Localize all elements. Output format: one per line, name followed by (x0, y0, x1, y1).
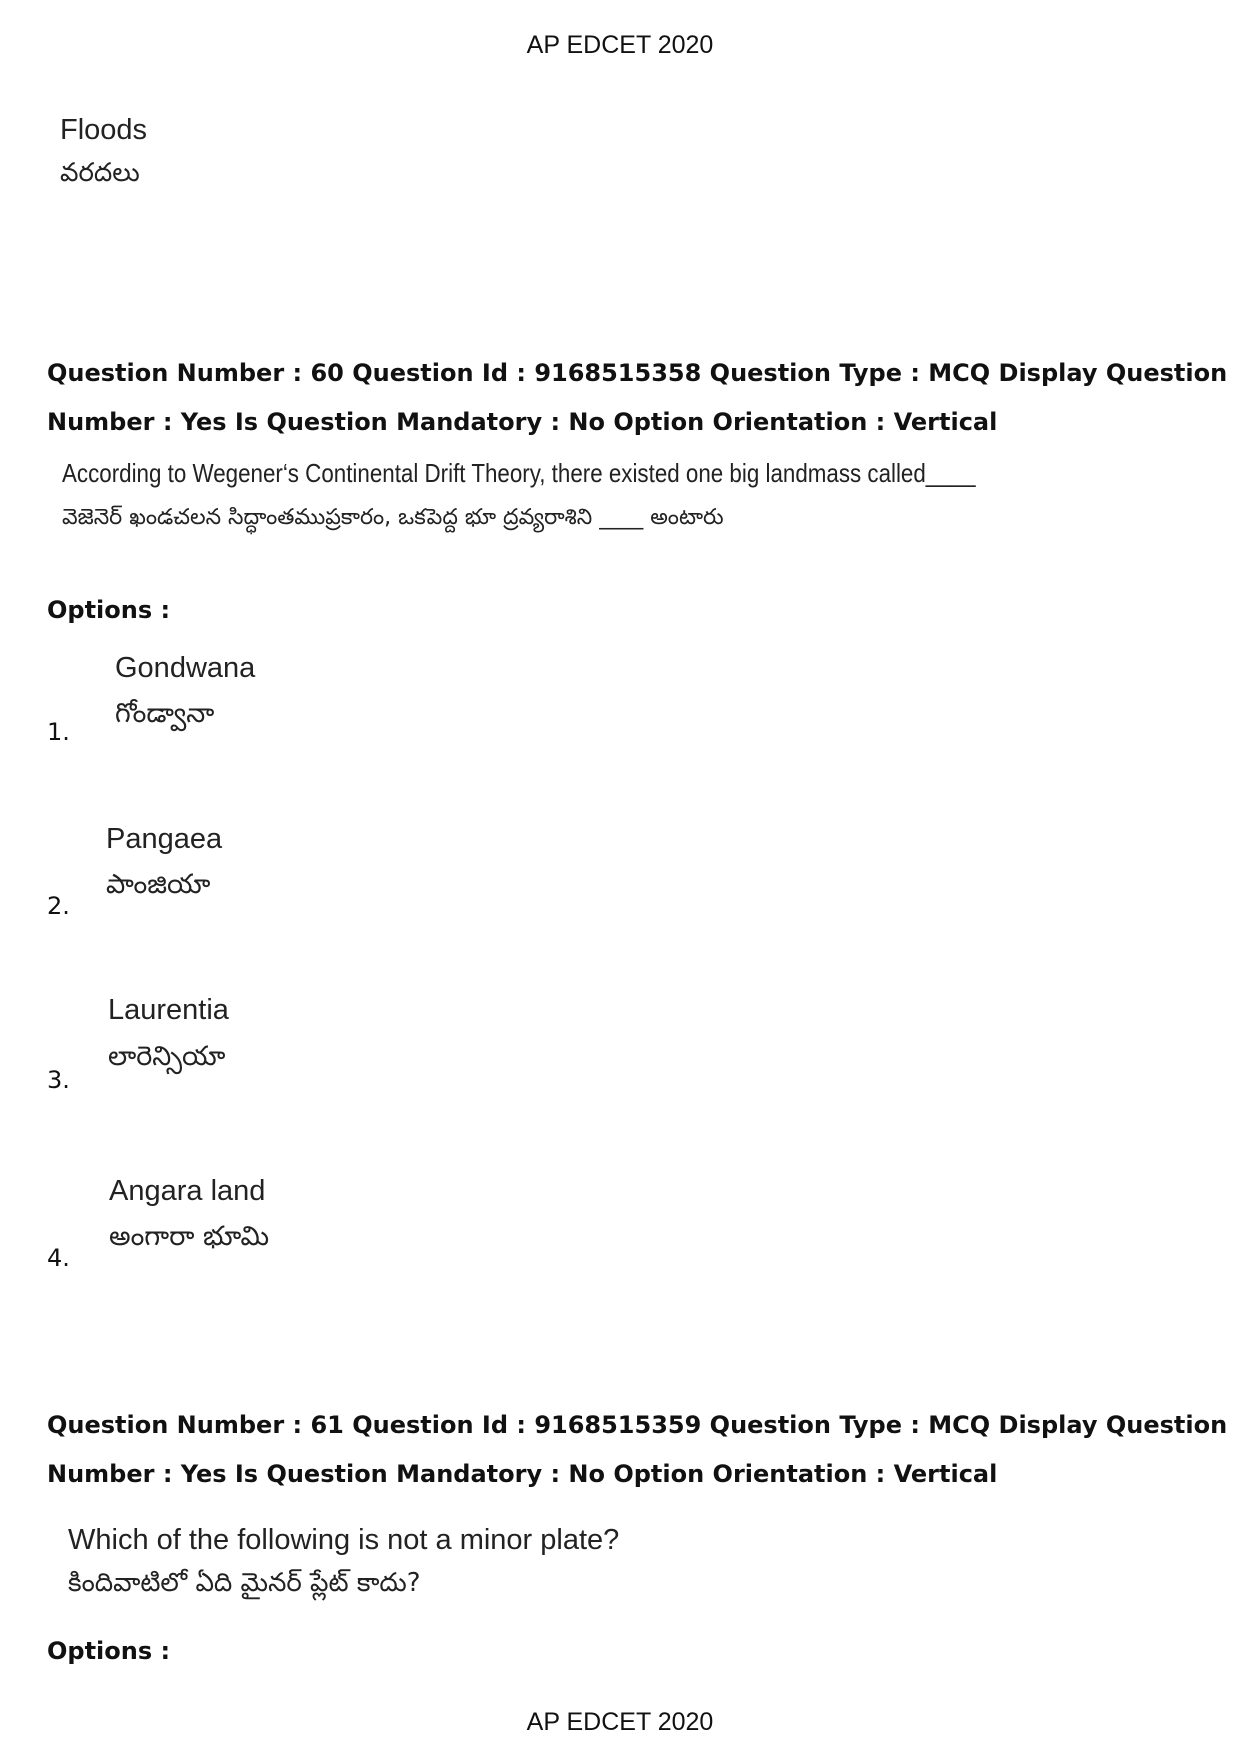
option-2-english: Pangaea (106, 823, 223, 855)
question-61-text-telugu: కిందివాటిలో ఏది మైనర్ ప్లేట్ కాదు? (68, 1568, 421, 1598)
question-60-meta-line2: Number : Yes Is Question Mandatory : No Option Orientation : Vertical (47, 408, 998, 436)
question-61-options-label: Options : (47, 1637, 171, 1665)
question-61-meta (47, 1401, 1228, 1499)
option-1-english: Gondwana (115, 652, 256, 684)
question-60-options-label: Options : (47, 596, 171, 624)
option-4-number: 4. (47, 1244, 70, 1272)
option-3-telugu: లారెన్సియా (108, 1041, 226, 1072)
option-3-number: 3. (47, 1066, 70, 1094)
page-footer: AP EDCET 2020 (526, 1708, 714, 1736)
question-61-meta-line2: Number : Yes Is Question Mandatory : No Option Orientation : Vertical (47, 1460, 998, 1488)
prev-option-telugu: వరదలు (60, 158, 140, 188)
question-61-text-english: Which of the following is not a minor plate? (68, 1524, 620, 1556)
option-1-number: 1. (47, 718, 70, 746)
option-4-english: Angara land (109, 1175, 266, 1207)
option-4-telugu: అంగారా భూమి (109, 1221, 270, 1252)
option-3-english: Laurentia (108, 994, 229, 1026)
option-2-telugu: పాంజియా (106, 869, 211, 900)
option-2-number: 2. (47, 892, 70, 920)
question-60-text-telugu: వెజెనెర్ ఖండచలన సిద్ధాంతముప్రకారం, ఒకపెద్ద భూ ద్రవ్యరాశిని ____ అంటారు (62, 505, 724, 530)
question-60-meta-line1: Question Number : 60 Question Id : 9168515358 Question Type : MCQ Display Question (47, 359, 1228, 387)
question-60-meta (47, 349, 1228, 447)
prev-option-english: Floods (60, 114, 148, 146)
question-60-text-english: According to Wegener‘s Continental Drift Theory, there existed one big landmass called____ (62, 458, 976, 488)
page-header: AP EDCET 2020 (526, 31, 714, 59)
option-1-telugu: గోండ్వానా (115, 698, 215, 729)
question-61-meta-line1: Question Number : 61 Question Id : 9168515359 Question Type : MCQ Display Question (47, 1411, 1228, 1439)
